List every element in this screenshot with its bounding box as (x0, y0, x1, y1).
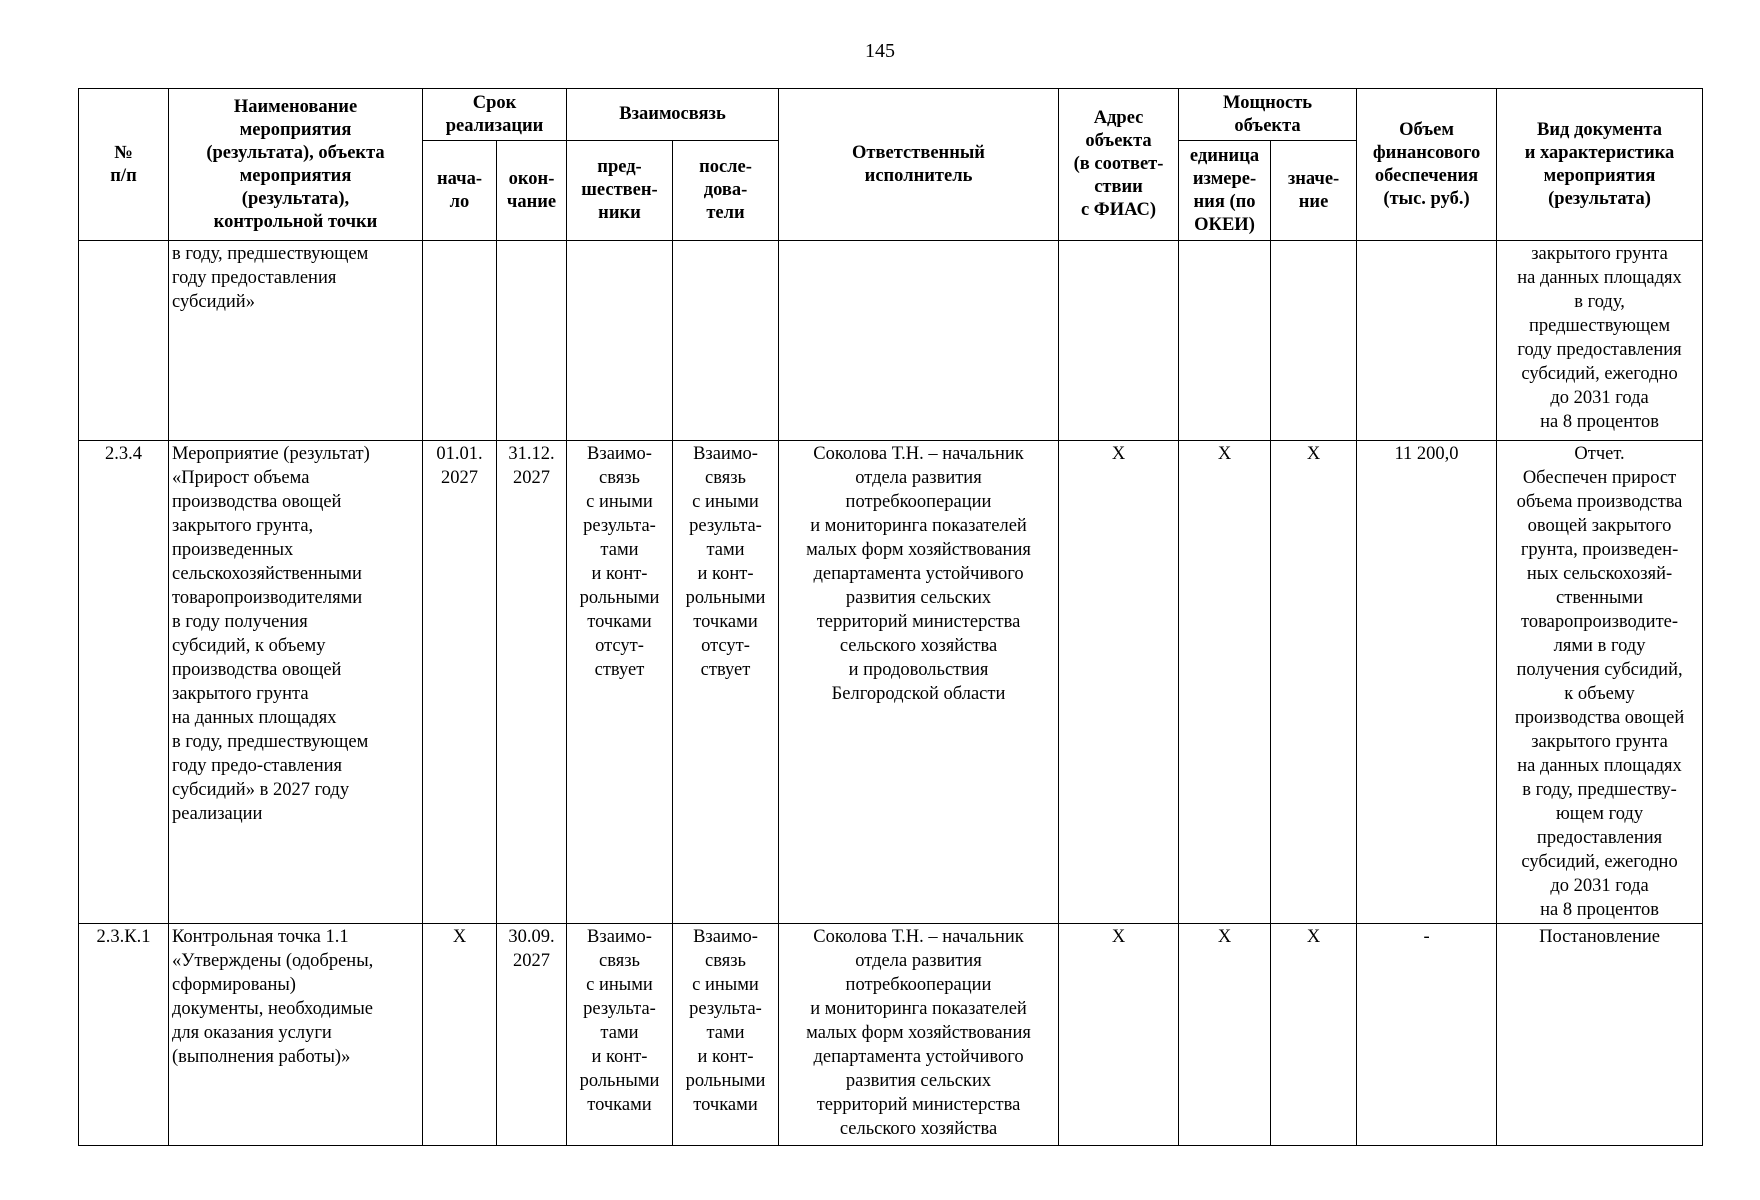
cell-doc-line: до 2031 года (1550, 388, 1649, 408)
cell-successors-line: связь (705, 951, 746, 971)
cell-responsible-line: Соколова Т.Н. – начальник (813, 927, 1024, 947)
cell-name-line: реализации (172, 804, 263, 824)
cell-responsible-line: малых форм хозяйствования (806, 1023, 1031, 1043)
cell-address: X (1059, 441, 1179, 924)
cell-predecessors-line: и конт- (591, 1047, 648, 1067)
cell-start (423, 441, 497, 924)
header-link: Взаимосвязь (567, 89, 779, 141)
cell-doc-line: лями в году (1553, 636, 1646, 656)
cell-capacity-unit (1179, 241, 1271, 441)
cell-successors-line: точками (693, 1095, 758, 1115)
cell-successors-line: точками (693, 612, 758, 632)
cell-successors-line: Взаимо- (693, 927, 758, 947)
cell-responsible-line: департамента устойчивого (813, 1047, 1024, 1067)
cell-name (169, 441, 423, 924)
cell-doc-line: предоставления (1536, 828, 1663, 848)
cell-responsible (779, 241, 1059, 441)
cell-predecessors-line: рольными (579, 1071, 660, 1091)
cell-end-line: 31.12. (508, 444, 555, 464)
cell-start-line: 01.01. (436, 444, 483, 464)
cell-predecessors-line: тами (600, 1023, 639, 1043)
cell-finance: - (1357, 924, 1497, 1146)
cell-successors-line: связь (705, 468, 746, 488)
cell-name-line: году предоставления (172, 268, 337, 288)
cell-successors-line: рольными (685, 588, 766, 608)
cell-end (497, 441, 567, 924)
cell-successors (673, 924, 779, 1146)
cell-successors-line: тами (706, 540, 745, 560)
cell-responsible (779, 924, 1059, 1146)
cell-responsible-line: Белгородской области (831, 684, 1006, 704)
cell-responsible-line: и мониторинга показателей (810, 516, 1027, 536)
cell-num: 2.3.4 (79, 441, 169, 924)
cell-predecessors-line: рольными (579, 588, 660, 608)
cell-doc-line: субсидий, ежегодно (1521, 364, 1678, 384)
cell-doc (1497, 241, 1703, 441)
cell-responsible-line: и мониторинга показателей (810, 999, 1027, 1019)
cell-predecessors-line: результа- (583, 999, 656, 1019)
cell-responsible-line: сельского хозяйства (839, 1119, 998, 1139)
cell-capacity-value: X (1271, 441, 1357, 924)
cell-responsible-line: и продовольствия (848, 660, 989, 680)
cell-address (1059, 241, 1179, 441)
cell-doc-line: ственными (1556, 588, 1644, 608)
cell-predecessors-line: и конт- (591, 564, 648, 584)
header-finance: Объем финансового обеспечения (тыс. руб.) (1357, 89, 1497, 241)
cell-name-line: закрытого грунта, (172, 516, 314, 536)
cell-responsible-line: отдела развития (855, 468, 982, 488)
cell-predecessors-line: Взаимо- (587, 927, 652, 947)
cell-name-line: субсидий, к объему (172, 636, 326, 656)
cell-doc (1497, 441, 1703, 924)
cell-doc-line: Обеспечен прирост (1522, 468, 1677, 488)
cell-doc-line: ющем году (1555, 804, 1644, 824)
cell-name-line: году предо-ставления (172, 756, 343, 776)
cell-successors-line: с иными (692, 975, 759, 995)
cell-name-line: субсидий» (172, 292, 255, 312)
cell-doc (1497, 924, 1703, 1146)
cell-doc-line: предшествующем (1528, 316, 1671, 336)
cell-start (423, 924, 497, 1146)
cell-responsible-line: Соколова Т.Н. – начальник (813, 444, 1024, 464)
cell-doc-line: получения субсидий, (1516, 660, 1683, 680)
cell-successors-line: результа- (689, 999, 762, 1019)
cell-start-line: 2027 (441, 468, 478, 488)
cell-doc-line: на данных площадях (1517, 268, 1682, 288)
cell-predecessors-line: точками (587, 1095, 652, 1115)
cell-successors-line: и конт- (697, 1047, 754, 1067)
cell-successors-line: и конт- (697, 564, 754, 584)
header-capacity: Мощность объекта (1179, 89, 1357, 141)
header-responsible: Ответственный исполнитель (779, 89, 1059, 241)
cell-doc-line: году предоставления (1517, 340, 1682, 360)
cell-name-line: сельскохозяйственными (172, 564, 362, 584)
cell-start (423, 241, 497, 441)
cell-successors-line: тами (706, 1023, 745, 1043)
header-term: Срок реализации (423, 89, 567, 141)
cell-name (169, 924, 423, 1146)
header-link-next: после- дова- тели (673, 141, 779, 241)
cell-name-line: Контрольная точка 1.1 (172, 927, 349, 947)
cell-predecessors-line: отсут- (595, 636, 644, 656)
cell-doc-line: субсидий, ежегодно (1521, 852, 1678, 872)
cell-predecessors (567, 241, 673, 441)
cell-name-line: сформированы) (172, 975, 296, 995)
cell-end (497, 924, 567, 1146)
header-doc: Вид документа и характеристика мероприятия (результата) (1497, 89, 1703, 241)
cell-name-line: субсидий» в 2027 году (172, 780, 350, 800)
cell-predecessors-line: результа- (583, 516, 656, 536)
cell-predecessors (567, 924, 673, 1146)
cell-doc-line: на 8 процентов (1540, 412, 1659, 432)
header-capacity-unit: единица измере- ния (по ОКЕИ) (1179, 141, 1271, 241)
cell-predecessors-line: ствует (594, 660, 645, 680)
cell-successors-line: ствует (700, 660, 751, 680)
header-row-1 (79, 89, 1703, 141)
cell-num: 2.3.К.1 (79, 924, 169, 1146)
table-row (79, 241, 1703, 441)
cell-successors-line: с иными (692, 492, 759, 512)
cell-successors-line: отсут- (701, 636, 750, 656)
cell-name-line: на данных площадях (172, 708, 337, 728)
cell-predecessors (567, 441, 673, 924)
header-link-prev: пред- шествен- ники (567, 141, 673, 241)
cell-name-line: документы, необходимые (172, 999, 373, 1019)
cell-doc-line: Постановление (1539, 927, 1660, 947)
cell-capacity-value (1271, 241, 1357, 441)
cell-responsible-line: потребкооперации (845, 975, 992, 995)
cell-predecessors-line: Взаимо- (587, 444, 652, 464)
header-term-start: нача- ло (423, 141, 497, 241)
cell-responsible-line: территорий министерства (816, 612, 1021, 632)
cell-successors-line: результа- (689, 516, 762, 536)
cell-responsible-line: департамента устойчивого (813, 564, 1024, 584)
cell-doc-line: ных сельскохозяй- (1526, 564, 1673, 584)
cell-name-line: Мероприятие (результат) (172, 444, 370, 464)
cell-doc-line: закрытого грунта (1531, 244, 1668, 264)
cell-name-line: производства овощей (172, 660, 342, 680)
header-address: Адрес объекта (в соответ- ствии с ФИАС) (1059, 89, 1179, 241)
activities-table (78, 88, 1703, 1146)
cell-doc-line: Отчет. (1574, 444, 1625, 464)
header-capacity-value: значе- ние (1271, 141, 1357, 241)
cell-name-line: закрытого грунта (172, 684, 309, 704)
cell-doc-line: до 2031 года (1550, 876, 1649, 896)
table-row (79, 924, 1703, 1146)
cell-name-line: «Прирост объема (172, 468, 310, 488)
cell-doc-line: на данных площадях (1517, 756, 1682, 776)
cell-name-line: в году, предшествующем (172, 732, 369, 752)
cell-responsible-line: отдела развития (855, 951, 982, 971)
cell-responsible-line: территорий министерства (816, 1095, 1021, 1115)
cell-doc-line: производства овощей (1514, 708, 1685, 728)
cell-predecessors-line: с иными (586, 492, 653, 512)
cell-end-line: 2027 (513, 951, 550, 971)
cell-finance: 11 200,0 (1357, 441, 1497, 924)
cell-doc-line: товаропроизводите- (1521, 612, 1679, 632)
header-num: № п/п (79, 89, 169, 241)
cell-predecessors-line: с иными (586, 975, 653, 995)
cell-name-line: (выполнения работы)» (172, 1047, 351, 1067)
cell-doc-line: овощей закрытого (1527, 516, 1672, 536)
cell-doc-line: объема производства (1516, 492, 1683, 512)
cell-successors (673, 441, 779, 924)
cell-capacity-unit: X (1179, 924, 1271, 1146)
cell-capacity-value: X (1271, 924, 1357, 1146)
cell-doc-line: в году, предшеству- (1522, 780, 1677, 800)
cell-successors-line: Взаимо- (693, 444, 758, 464)
header-term-end: окон- чание (497, 141, 567, 241)
cell-name-line: в году, предшествующем (172, 244, 369, 264)
cell-address: X (1059, 924, 1179, 1146)
cell-capacity-unit: X (1179, 441, 1271, 924)
cell-end-line: 30.09. (508, 927, 555, 947)
cell-name-line: произведенных (172, 540, 294, 560)
cell-name-line: производства овощей (172, 492, 342, 512)
cell-finance (1357, 241, 1497, 441)
cell-responsible-line: потребкооперации (845, 492, 992, 512)
cell-num (79, 241, 169, 441)
cell-doc-line: в году, (1574, 292, 1625, 312)
cell-successors (673, 241, 779, 441)
cell-responsible-line: малых форм хозяйствования (806, 540, 1031, 560)
cell-name-line: «Утверждены (одобрены, (172, 951, 374, 971)
cell-responsible-line: развития сельских (845, 1071, 992, 1091)
cell-predecessors-line: точками (587, 612, 652, 632)
cell-name-line: для оказания услуги (172, 1023, 332, 1043)
cell-doc-line: грунта, произведен- (1520, 540, 1679, 560)
header-name: Наименование мероприятия (результата), объекта мероприятия (результата), контрольной точки (169, 89, 423, 241)
cell-end (497, 241, 567, 441)
cell-responsible-line: сельского хозяйства (839, 636, 998, 656)
cell-responsible (779, 441, 1059, 924)
cell-predecessors-line: связь (599, 951, 640, 971)
cell-responsible-line: развития сельских (845, 588, 992, 608)
cell-doc-line: на 8 процентов (1540, 900, 1659, 920)
cell-start-line: X (452, 927, 467, 947)
cell-name-line: товаропроизводителями (172, 588, 363, 608)
cell-predecessors-line: тами (600, 540, 639, 560)
cell-doc-line: к объему (1564, 684, 1635, 704)
cell-predecessors-line: связь (599, 468, 640, 488)
table-row (79, 441, 1703, 924)
cell-end-line: 2027 (513, 468, 550, 488)
cell-name (169, 241, 423, 441)
cell-name-line: в году получения (172, 612, 308, 632)
page-number: 145 (865, 40, 895, 62)
cell-successors-line: рольными (685, 1071, 766, 1091)
cell-doc-line: закрытого грунта (1531, 732, 1668, 752)
